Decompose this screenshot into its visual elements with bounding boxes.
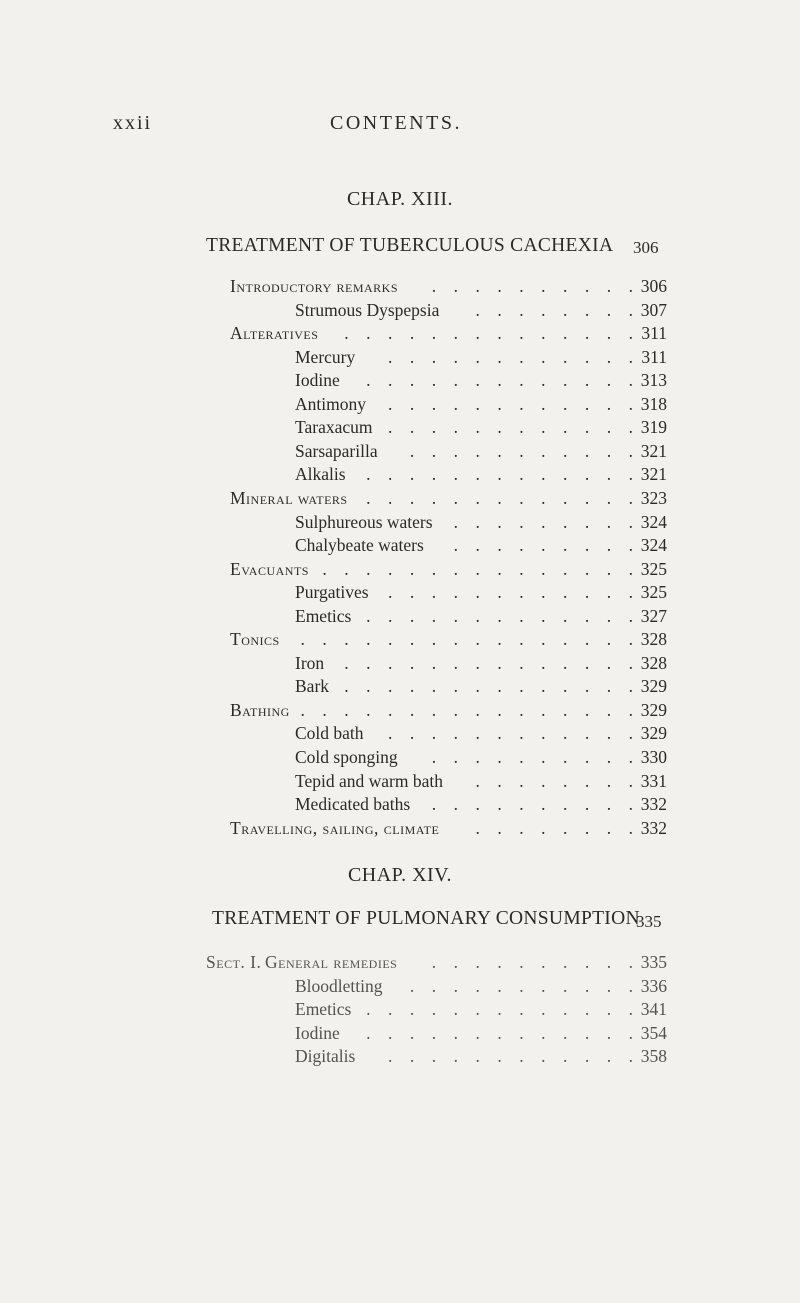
dot-leader: . . . . . . . . bbox=[475, 817, 633, 838]
toc-entry bbox=[0, 417, 667, 443]
dot-leader: . . . . . . . . . . . . bbox=[388, 417, 633, 438]
dot-leader: . . . . . . . . . . . . bbox=[388, 723, 633, 744]
dot-leader: . . . . . . . . . . . . . bbox=[366, 487, 633, 508]
toc-page-number: 323 bbox=[640, 487, 667, 508]
toc-subsection-label: Emetics bbox=[295, 999, 352, 1019]
toc-page-number: 318 bbox=[640, 393, 667, 414]
toc-page-number: 331 bbox=[640, 770, 667, 791]
section-prefix: Sect. I. bbox=[206, 952, 262, 972]
toc-entry bbox=[0, 818, 667, 844]
toc-entry bbox=[0, 747, 667, 773]
dot-leader: . . . . . . . . . . . . . bbox=[366, 1022, 633, 1043]
toc-subsection-label: Digitalis bbox=[295, 1046, 356, 1066]
dot-leader: . . . . . . . . . . . . . . bbox=[344, 323, 633, 344]
page-number: xxii bbox=[113, 112, 153, 134]
toc-entry bbox=[0, 276, 667, 302]
toc-subsection-label: Cold sponging bbox=[295, 747, 398, 767]
dot-leader: . . . . . . . . . . . . bbox=[388, 1046, 633, 1066]
dot-leader: . . . . . . . . . . . . . . . . bbox=[300, 629, 633, 650]
dot-leader: . . . . . . . . . . . . . bbox=[366, 999, 633, 1019]
toc-entry bbox=[0, 629, 667, 655]
toc-entry bbox=[0, 999, 667, 1025]
toc-entry bbox=[0, 488, 667, 514]
toc-entry bbox=[0, 512, 667, 538]
toc-subsection-label: Purgatives bbox=[295, 582, 369, 603]
toc-section-label: Alteratives bbox=[230, 323, 319, 344]
toc-page-number: 329 bbox=[640, 723, 667, 744]
toc-page-number: 358 bbox=[640, 1046, 667, 1066]
toc-entry bbox=[0, 582, 667, 608]
chapter-heading: CHAP. XIV. bbox=[347, 864, 453, 886]
toc-subsection-label: Cold bath bbox=[295, 723, 364, 744]
toc-entry bbox=[0, 653, 667, 679]
dot-leader: . . . . . . . . bbox=[475, 299, 633, 320]
toc-entry bbox=[0, 394, 667, 420]
dot-leader: . . . . . . . . bbox=[475, 770, 633, 791]
toc-entry bbox=[0, 323, 667, 349]
toc-subsection-label: Tepid and warm bath bbox=[295, 770, 443, 791]
toc-page-number: 341 bbox=[640, 999, 667, 1019]
toc-entry bbox=[0, 1046, 667, 1072]
toc-entry bbox=[0, 347, 667, 373]
chapter-page: 306 bbox=[633, 238, 659, 257]
toc-page-number: 328 bbox=[640, 652, 667, 673]
toc-section-label: Bathing bbox=[230, 699, 290, 720]
dot-leader: . . . . . . . . . bbox=[453, 511, 633, 532]
toc-section-label: General remedies bbox=[265, 952, 398, 972]
toc-subsection-label: Taraxacum bbox=[295, 417, 373, 438]
toc-subsection-label: Emetics bbox=[295, 605, 352, 626]
dot-leader: . . . . . . . . . . . . . bbox=[366, 464, 633, 485]
chapter-title: TREATMENT OF TUBERCULOUS CACHEXIA bbox=[206, 235, 614, 256]
toc-entry bbox=[0, 441, 667, 467]
toc-page-number: 324 bbox=[640, 535, 667, 556]
toc-page-number: 329 bbox=[640, 699, 667, 720]
toc-subsection-label: Bark bbox=[295, 676, 330, 697]
toc-subsection-label: Chalybeate waters bbox=[295, 535, 424, 556]
dot-leader: . . . . . . . . . . . . bbox=[388, 346, 633, 367]
toc-subsection-label: Bloodletting bbox=[295, 975, 383, 996]
toc-entry bbox=[0, 300, 667, 326]
toc-page-number: 311 bbox=[641, 323, 667, 344]
toc-entry bbox=[0, 464, 667, 490]
chapter-heading: CHAP. XIII. bbox=[346, 188, 454, 210]
toc-page-number: 321 bbox=[640, 464, 667, 485]
chapter-title: TREATMENT OF PULMONARY CONSUMPTION bbox=[212, 908, 640, 929]
toc-page-number: 306 bbox=[640, 276, 667, 296]
toc-section-label: Mineral waters bbox=[230, 487, 348, 508]
toc-entry bbox=[0, 559, 667, 585]
dot-leader: . . . . . . . . . . . . . bbox=[366, 370, 633, 391]
toc-page-number: 332 bbox=[640, 817, 667, 838]
toc-subsection-label: Mercury bbox=[295, 346, 356, 367]
toc-page-number: 336 bbox=[640, 975, 667, 996]
toc-page-number: 311 bbox=[641, 346, 667, 367]
dot-leader: . . . . . . . . . . bbox=[431, 952, 633, 972]
toc-subsection-label: Sarsaparilla bbox=[295, 440, 378, 461]
toc-page-number: 354 bbox=[640, 1022, 667, 1043]
dot-leader: . . . . . . . . . . . . . . bbox=[344, 676, 633, 697]
toc-page-number: 325 bbox=[640, 582, 667, 603]
toc-page-number: 307 bbox=[640, 299, 667, 320]
toc-entry bbox=[0, 952, 667, 978]
toc-page-number: 324 bbox=[640, 511, 667, 532]
toc-entry bbox=[0, 676, 667, 702]
toc-subsection-label: Medicated baths bbox=[295, 794, 411, 815]
toc-page-number: 335 bbox=[640, 952, 667, 972]
toc-entry bbox=[0, 700, 667, 726]
toc-section-label: Evacuants bbox=[230, 558, 309, 579]
dot-leader: . . . . . . . . . . . bbox=[409, 975, 633, 996]
toc-section-label: Introductory remarks bbox=[230, 276, 399, 296]
dot-leader: . . . . . . . . . . . . bbox=[388, 393, 633, 414]
dot-leader: . . . . . . . . . . . . bbox=[388, 582, 633, 603]
toc-page-number: 329 bbox=[640, 676, 667, 697]
dot-leader: . . . . . . . . . . . bbox=[409, 440, 633, 461]
dot-leader: . . . . . . . . . . . . . . bbox=[344, 652, 633, 673]
toc-entry bbox=[0, 606, 667, 632]
dot-leader: . . . . . . . . . bbox=[453, 535, 633, 556]
running-title: CONTENTS. bbox=[330, 112, 462, 134]
dot-leader: . . . . . . . . . . bbox=[431, 747, 633, 767]
toc-page-number: 330 bbox=[640, 747, 667, 767]
toc-page-number: 321 bbox=[640, 440, 667, 461]
toc-entry bbox=[0, 370, 667, 396]
toc-section-label: Tonics bbox=[230, 629, 280, 650]
toc-entry bbox=[0, 771, 667, 797]
dot-leader: . . . . . . . . . . . . . bbox=[366, 605, 633, 626]
toc-entry bbox=[0, 723, 667, 749]
dot-leader: . . . . . . . . . . bbox=[431, 794, 633, 815]
toc-entry bbox=[0, 794, 667, 820]
toc-page-number: 332 bbox=[640, 794, 667, 815]
toc-page-number: 313 bbox=[640, 370, 667, 391]
toc-page-number: 319 bbox=[640, 417, 667, 438]
toc-subsection-label: Sulphureous waters bbox=[295, 511, 433, 532]
toc-subsection-label: Alkalis bbox=[295, 464, 346, 485]
dot-leader: . . . . . . . . . . . . . . . bbox=[322, 558, 633, 579]
toc-subsection-label: Iodine bbox=[295, 370, 340, 391]
dot-leader: . . . . . . . . . . bbox=[431, 276, 633, 296]
dot-leader: . . . . . . . . . . . . . . . . bbox=[300, 699, 633, 720]
toc-page-number: 328 bbox=[640, 629, 667, 650]
toc-subsection-label: Iodine bbox=[295, 1022, 340, 1043]
toc-subsection-label: Strumous Dyspepsia bbox=[295, 299, 440, 320]
toc-entry bbox=[0, 976, 667, 1002]
toc-section-label: Travelling, sailing, climate bbox=[230, 817, 440, 838]
toc-subsection-label: Iron bbox=[295, 652, 325, 673]
running-head bbox=[0, 112, 800, 142]
toc-subsection-label: Antimony bbox=[295, 393, 366, 414]
toc-page-number: 325 bbox=[640, 558, 667, 579]
chapter-page: 335 bbox=[636, 912, 662, 931]
toc-entry bbox=[0, 1023, 667, 1049]
toc-page-number: 327 bbox=[640, 605, 667, 626]
toc-entry bbox=[0, 535, 667, 561]
